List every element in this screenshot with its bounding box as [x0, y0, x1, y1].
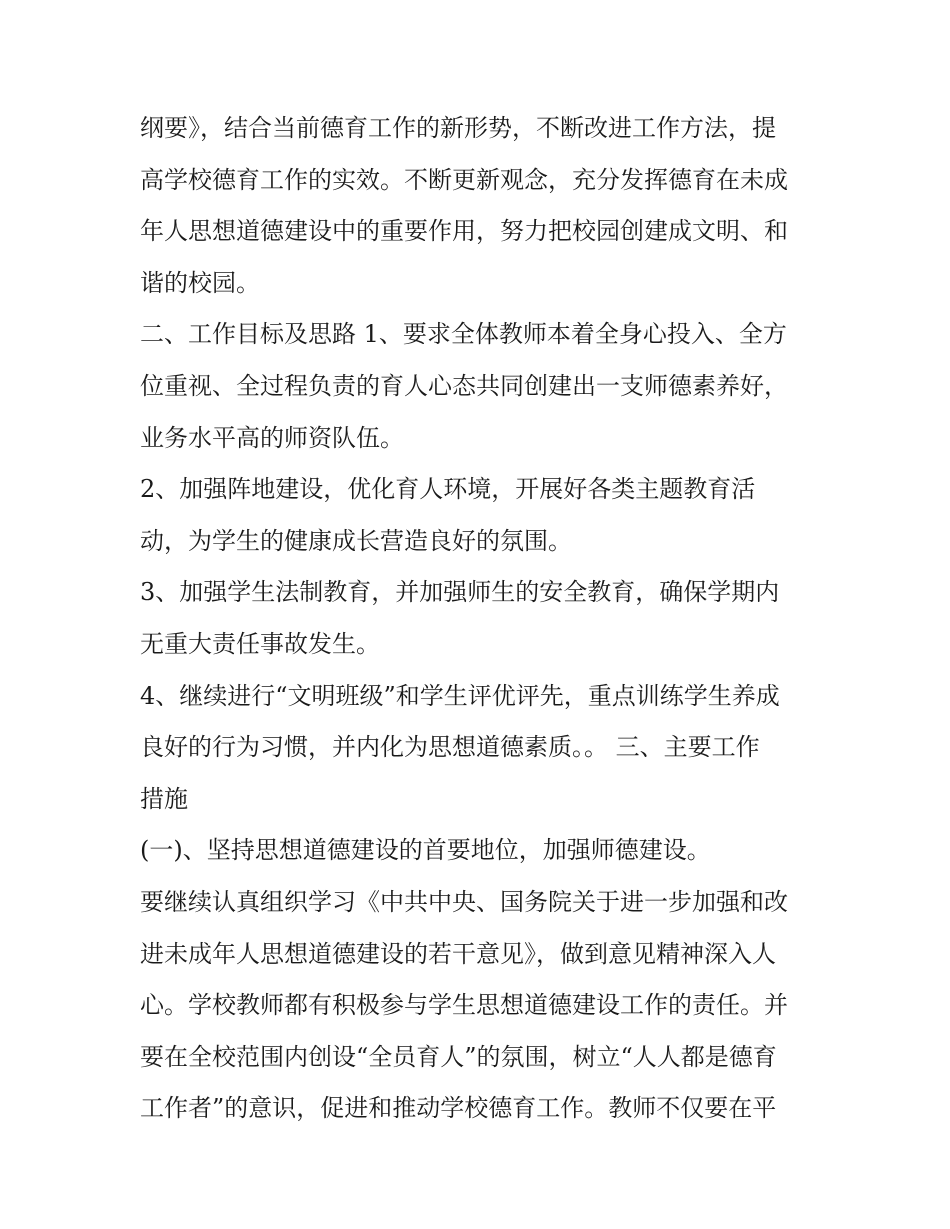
text-line: 纲要》，结合当前德育工作的新形势，不断改进工作方法，提: [140, 114, 776, 142]
text-line: 位重视、全过程负责的育人心态共同创建出一支师德素养好，: [140, 371, 788, 400]
text-line: 业务水平高的师资队伍。: [140, 423, 404, 452]
text-line: 进未成年人思想道德建设的若干意见》，做到意见精神深入人: [140, 939, 776, 968]
text-line: 无重大责任事故发生。: [140, 629, 380, 658]
text-line: 工作者”的意识，促进和推动学校德育工作。教师不仅要在平: [140, 1094, 777, 1123]
text-line: 良好的行为习惯，并内化为思想道德素质。。 三、主要工作: [140, 733, 760, 762]
text-line: 年人思想道德建设中的重要作用，努力把校园创建成文明、和: [140, 217, 788, 246]
text-line: 要在全校范围内创设“全员育人”的氛围，树立“人人都是德育: [140, 1042, 777, 1071]
body-text: [140, 103, 830, 1135]
text-line: 4、继续进行“文明班级”和学生评优评先，重点训练学生养成: [140, 681, 780, 710]
text-line: 要继续认真组织学习《中共中央、国务院关于进一步加强和改: [140, 887, 788, 916]
text-line: 心。学校教师都有积极参与学生思想道德建设工作的责任。并: [140, 991, 788, 1020]
text-line: 谐的校园。: [140, 268, 260, 297]
text-line: 3、加强学生法制教育，并加强师生的安全教育，确保学期内: [140, 578, 780, 607]
text-line: 2、加强阵地建设，优化育人环境，开展好各类主题教育活: [140, 475, 756, 504]
text-line: 措施: [140, 784, 188, 813]
text-line: 高学校德育工作的实效。不断更新观念，充分发挥德育在未成: [140, 165, 788, 194]
text-line: 二、工作目标及思路 1、要求全体教师本着全身心投入、全方: [140, 320, 787, 349]
text-line: 动，为学生的健康成长营造良好的氛围。: [140, 526, 572, 555]
text-line: (一)、坚持思想道德建设的首要地位，加强师德建设。: [140, 836, 711, 865]
